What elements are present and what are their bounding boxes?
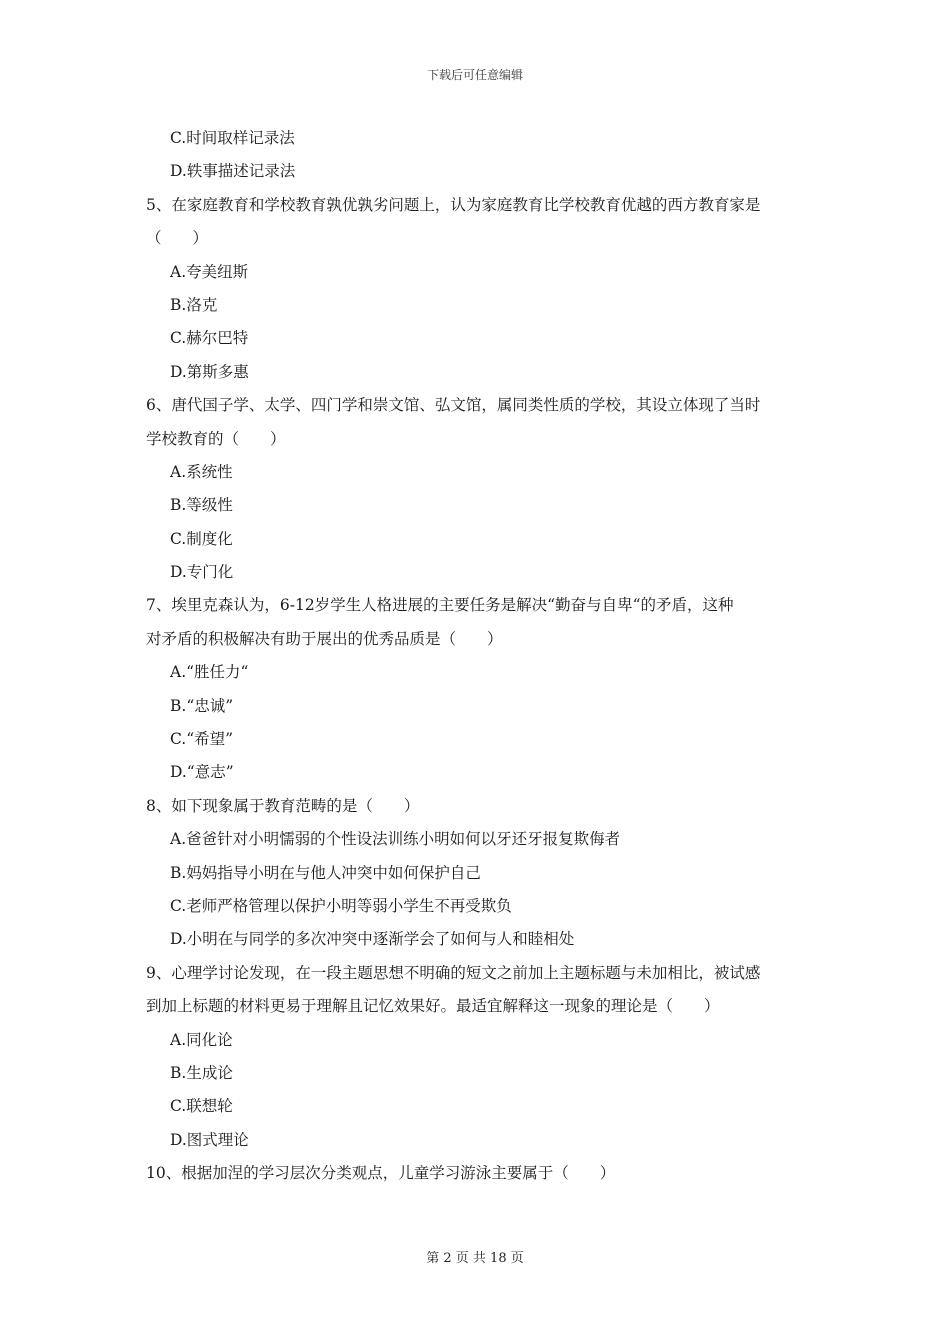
question-line: 学校教育的（ ）	[146, 429, 286, 448]
option-line: A.同化论	[170, 1030, 233, 1049]
page-footer: 第 2 页 共 18 页	[426, 1251, 524, 1266]
option-line: B.等级性	[170, 496, 233, 515]
option-line: B.生成论	[170, 1063, 233, 1082]
question-line: 5、在家庭教育和学校教育孰优孰劣问题上，认为家庭教育比学校教育优越的西方教育家是	[146, 195, 761, 214]
option-line: D.轶事描述记录法	[170, 162, 296, 181]
question-line: 8、如下现象属于教育范畴的是（ ）	[146, 796, 420, 815]
option-line: C.时间取样记录法	[170, 129, 295, 147]
option-line: B.妈妈指导小明在与他人冲突中如何保护自己	[170, 863, 481, 882]
option-line: C.制度化	[170, 529, 233, 548]
option-line: A.“胜任力“	[170, 663, 249, 682]
option-line: A.爸爸针对小明懦弱的个性设法训练小明如何以牙还牙报复欺侮者	[170, 830, 621, 849]
option-line: C.老师严格管理以保护小明等弱小学生不再受欺负	[170, 896, 512, 915]
option-line: B.洛克	[170, 295, 218, 314]
option-line: B.“忠诚”	[170, 696, 234, 715]
option-line: A.夸美纽斯	[170, 262, 249, 281]
question-line: 到加上标题的材料更易于理解且记忆效果好。最适宜解释这一现象的理论是（ ）	[146, 997, 720, 1016]
option-line: D.“意志”	[170, 763, 234, 782]
option-line: D.图式理论	[170, 1130, 249, 1149]
option-line: C.联想轮	[170, 1097, 233, 1116]
option-line: A.系统性	[170, 462, 233, 481]
question-line: 6、唐代国子学、太学、四门学和崇文馆、弘文馆，属同类性质的学校，其设立体现了当时	[146, 396, 761, 415]
option-line: D.专门化	[170, 563, 234, 582]
question-line: （ ）	[146, 229, 209, 248]
page-header: 下载后可任意编辑	[426, 68, 523, 82]
question-line: 9、心理学讨论发现，在一段主题思想不明确的短文之前加上主题标题与未加相比，被试感	[146, 963, 761, 982]
option-line: C.赫尔巴特	[170, 329, 249, 348]
option-line: D.第斯多惠	[170, 362, 249, 381]
question-line: 7、埃里克森认为，6-12岁学生人格进展的主要任务是解决“勤奋与自卑“的矛盾，这种	[146, 596, 734, 615]
option-line: D.小明在与同学的多次冲突中逐渐学会了如何与人和睦相处	[170, 930, 575, 949]
option-line: C.“希望”	[170, 730, 234, 749]
question-line: 10、根据加涅的学习层次分类观点，儿童学习游泳主要属于（ ）	[146, 1164, 616, 1183]
document-body	[146, 122, 808, 1191]
question-line: 对矛盾的积极解决有助于展出的优秀品质是（ ）	[146, 629, 503, 648]
